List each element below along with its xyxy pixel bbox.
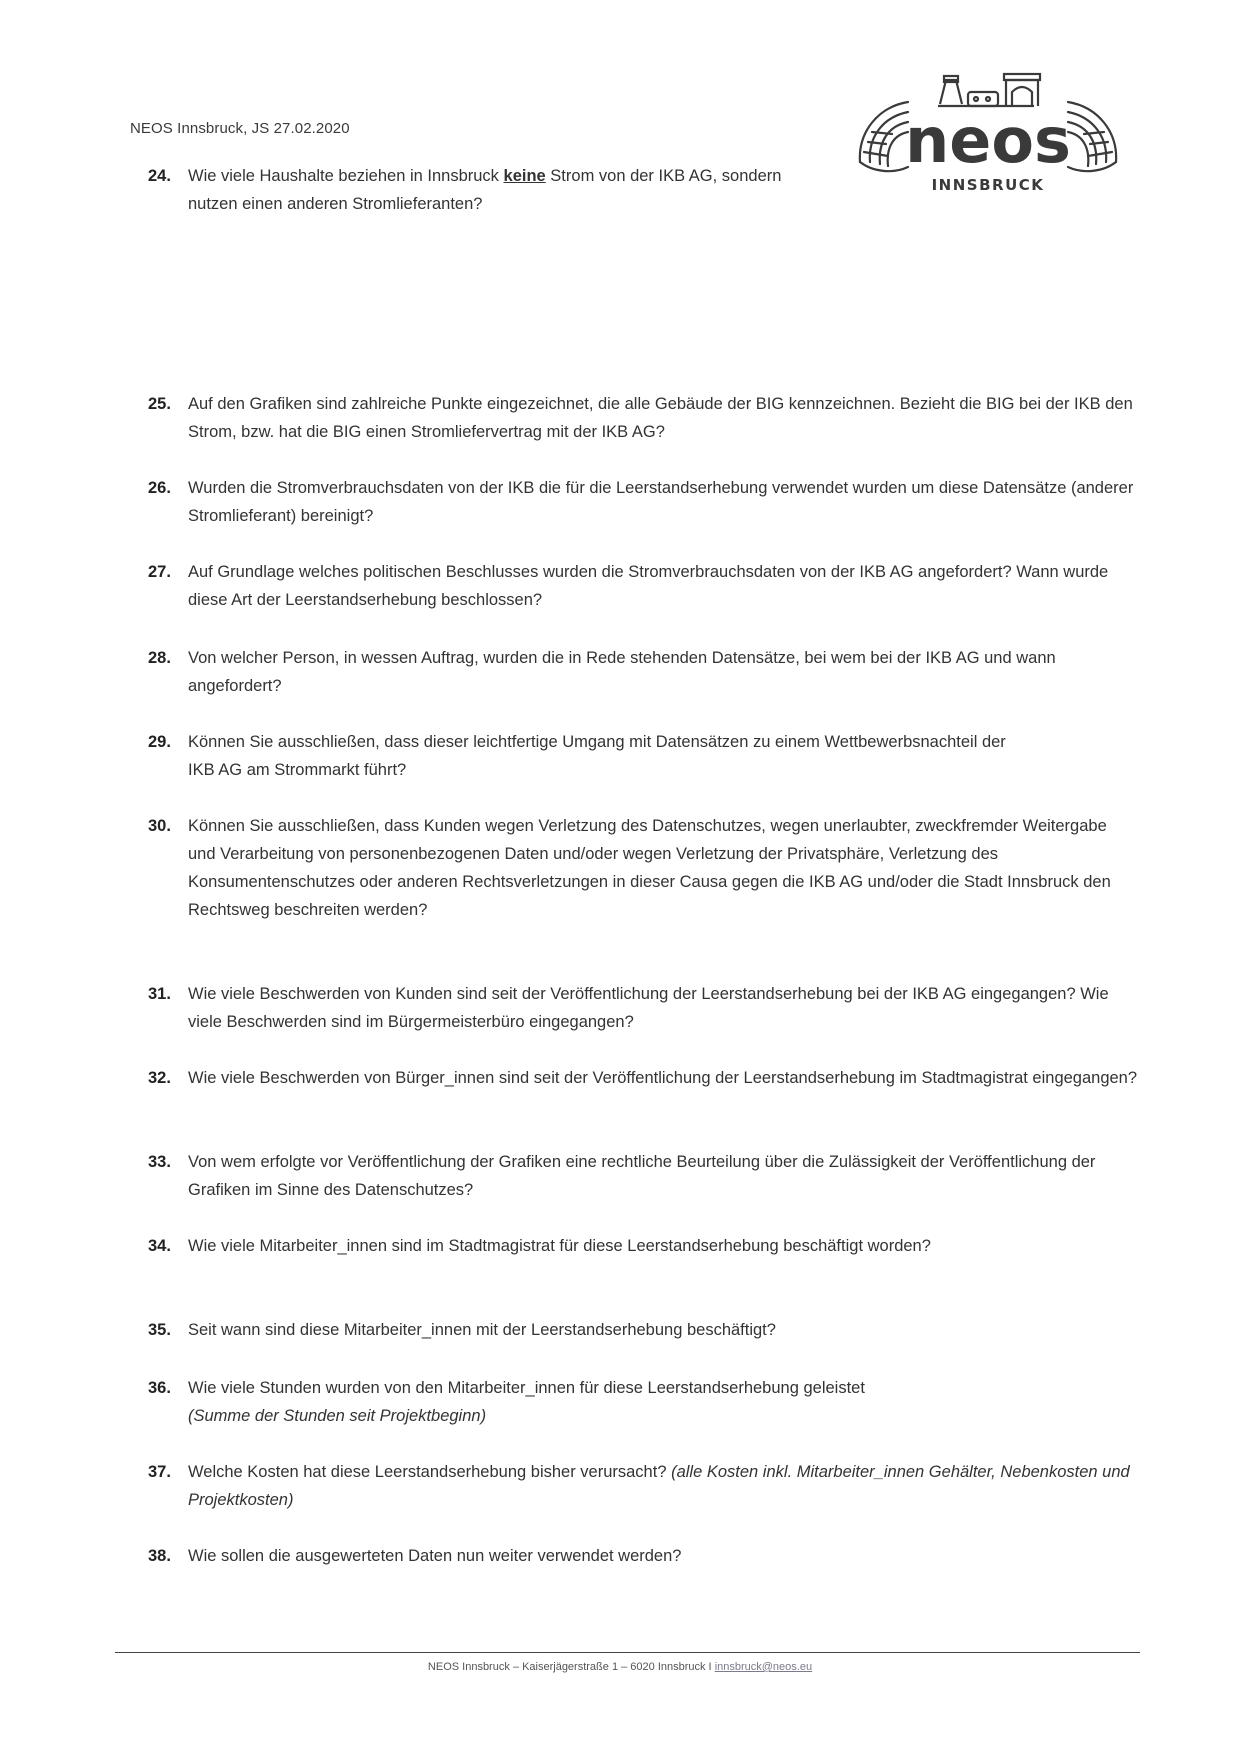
question-text: Wie viele Beschwerden von Bürger_innen sind seit der Veröffentlichung der Leerstandserhebung im Stadtmagistrat eingegangen? (188, 1069, 1138, 1087)
question-text: Welche Kosten hat diese Leerstandserhebung bisher verursacht? (alle Kosten inkl. Mitarbeiter_innen Gehälter, Nebenkosten und Projektkosten) (188, 1463, 1130, 1509)
question-text: Wie viele Stunden wurden von den Mitarbeiter_innen für diese Leerstandserhebung geleistet (Summe der Stunden seit Projektbeginn) (188, 1379, 865, 1425)
question-number: 34. (148, 1237, 171, 1255)
emphasis-keine: keine (503, 167, 546, 185)
footer-address: NEOS Innsbruck – Kaiserjägerstraße 1 – 6020 Innsbruck I (427, 1661, 715, 1673)
question-text: Wie viele Mitarbeiter_innen sind im Stadtmagistrat für diese Leerstandserhebung beschäftigt worden? (188, 1237, 931, 1255)
question-text: Von welcher Person, in wessen Auftrag, wurden die in Rede stehenden Datensätze, bei wem bei der IKB AG und wann angefordert? (188, 649, 1056, 695)
question-28 (148, 644, 1138, 700)
question-29 (148, 728, 1028, 784)
footer-email-link[interactable]: innsbruck@neos.eu (714, 1661, 813, 1673)
question-number: 38. (148, 1547, 171, 1565)
question-text: Auf den Grafiken sind zahlreiche Punkte eingezeichnet, die alle Gebäude der BIG kennzeichnen. Bezieht die BIG bei der IKB den Strom, bzw. hat die BIG einen Stromliefervertrag mit der IKB AG? (188, 395, 1133, 441)
question-text: Wie sollen die ausgewerteten Daten nun weiter verwendet werden? (188, 1547, 682, 1565)
question-38 (148, 1542, 1138, 1570)
header-date-line: NEOS Innsbruck, JS 27.02.2020 (130, 120, 350, 137)
question-34 (148, 1232, 1068, 1260)
question-24 (148, 162, 808, 218)
question-number: 27. (148, 563, 171, 581)
question-text: Auf Grundlage welches politischen Beschlusses wurden die Stromverbrauchsdaten von der IKB AG angefordert? Wann wurde diese Art der Leerstandserhebung beschlossen? (188, 563, 1109, 609)
question-number: 31. (148, 985, 171, 1003)
question-number: 36. (148, 1379, 171, 1397)
question-note: (alle Kosten inkl. Mitarbeiter_innen Gehälter, Nebenkosten und Projektkosten) (188, 1463, 1130, 1509)
question-number: 28. (148, 649, 171, 667)
question-text: Wie viele Haushalte beziehen in Innsbruck keine Strom von der IKB AG, sondern nutzen einen anderen Stromlieferanten? (188, 167, 782, 213)
question-text: Können Sie ausschließen, dass dieser leichtfertige Umgang mit Datensätzen zu einem Wettbewerbsnachteil der IKB AG am Strommarkt führt? (188, 733, 1006, 779)
question-text: Von wem erfolgte vor Veröffentlichung der Grafiken eine rechtliche Beurteilung über die Zulässigkeit der Veröffentlichung der Grafiken im Sinne des Datenschutzes? (188, 1153, 1096, 1199)
question-37 (148, 1458, 1138, 1514)
question-text: Wurden die Stromverbrauchsdaten von der IKB die für die Leerstandserhebung verwendet wurden um diese Datensätze (anderer Stromlieferant) bereinigt? (188, 479, 1134, 525)
question-text: Können Sie ausschließen, dass Kunden wegen Verletzung des Datenschutzes, wegen unerlaubter, zweckfremder Weitergabe und Verarbeitung von personenbezogenen Daten und/oder wegen Verletzung der Privatsphäre, Verletzung des Konsumentenschutzes oder anderen Rechtsverletzungen in dieser Causa gegen die IKB AG und/oder die Stadt Innsbruck den Rechtsweg beschreiten werden? (188, 817, 1111, 919)
question-32 (148, 1064, 1138, 1092)
question-number: 35. (148, 1321, 171, 1339)
question-number: 26. (148, 479, 171, 497)
footer-divider (115, 1652, 1140, 1653)
question-text: Wie viele Beschwerden von Kunden sind seit der Veröffentlichung der Leerstandserhebung bei der IKB AG eingegangen? Wie viele Beschwerden sind im Bürgermeisterbüro eingegangen? (188, 985, 1109, 1031)
question-number: 30. (148, 817, 171, 835)
footer (0, 1661, 1240, 1673)
logo-wordmark: neos (905, 104, 1071, 177)
question-36 (148, 1374, 1138, 1430)
question-33 (148, 1148, 1138, 1204)
logo-subtitle: INNSBRUCK (931, 176, 1045, 194)
question-30 (148, 812, 1138, 924)
skyline-icon (938, 74, 1040, 106)
right-wing-icon (1068, 102, 1116, 171)
question-number: 24. (148, 167, 171, 185)
question-27 (148, 558, 1138, 614)
question-text: Seit wann sind diese Mitarbeiter_innen mit der Leerstandserhebung beschäftigt? (188, 1321, 776, 1339)
question-25 (148, 390, 1138, 446)
question-26 (148, 474, 1138, 530)
question-number: 29. (148, 733, 171, 751)
question-number: 32. (148, 1069, 171, 1087)
left-wing-icon (860, 102, 908, 171)
neos-innsbruck-logo (838, 62, 1138, 212)
question-number: 25. (148, 395, 171, 413)
question-number: 37. (148, 1463, 171, 1481)
question-number: 33. (148, 1153, 171, 1171)
question-35 (148, 1316, 1138, 1344)
question-note: (Summe der Stunden seit Projektbeginn) (188, 1407, 487, 1425)
question-31 (148, 980, 1138, 1036)
